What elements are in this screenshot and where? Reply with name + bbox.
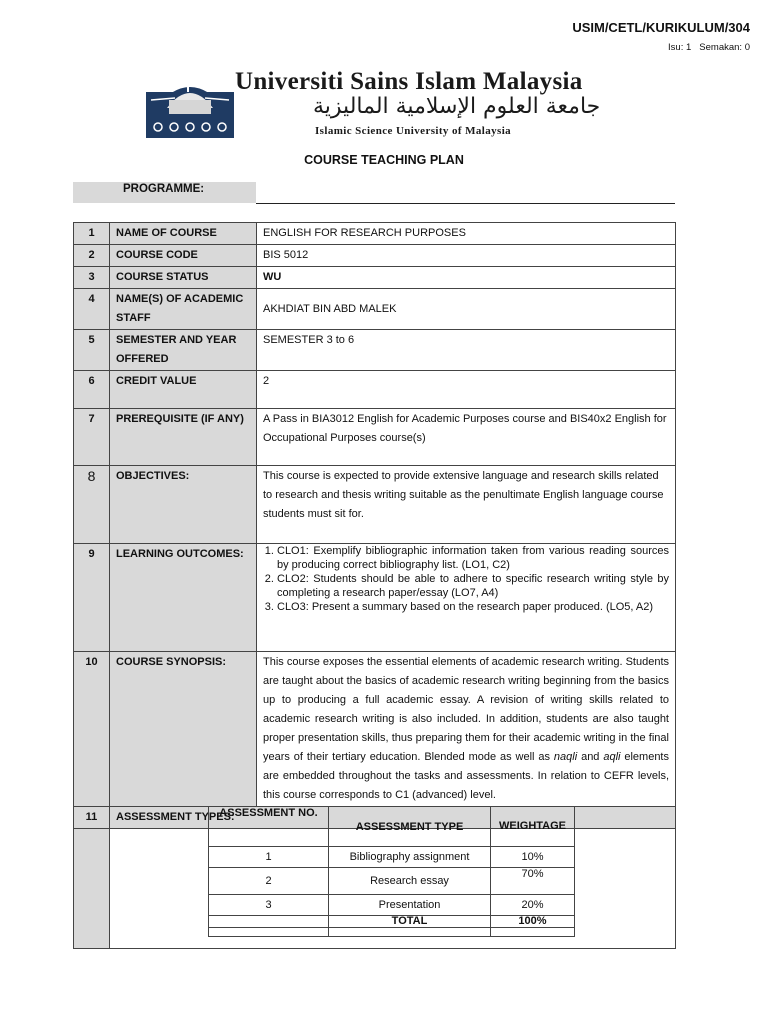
row-label: COURSE SYNOPSIS: bbox=[110, 652, 257, 807]
row-number: 8 bbox=[74, 466, 110, 544]
row-number: 9 bbox=[74, 544, 110, 652]
table-row bbox=[209, 916, 575, 928]
row-number: 4 bbox=[74, 289, 110, 330]
table-row bbox=[74, 289, 676, 330]
assessment-no: 2 bbox=[209, 868, 329, 895]
row-label: NAME(S) OF ACADEMIC STAFF bbox=[110, 289, 257, 330]
programme-label: PROGRAMME: bbox=[73, 182, 256, 203]
row-label: CREDIT VALUE bbox=[110, 371, 257, 409]
academic-staff-value: AKHDIAT BIN ABD MALEK bbox=[257, 289, 676, 330]
learning-outcomes-value bbox=[257, 544, 676, 652]
row-number: 2 bbox=[74, 245, 110, 267]
issue-revision bbox=[668, 42, 750, 53]
table-row bbox=[209, 807, 575, 847]
row-number-empty bbox=[74, 829, 110, 949]
assessment-type: Presentation bbox=[329, 895, 491, 916]
course-status-value: WU bbox=[257, 267, 676, 289]
list-item: 1. CLO1: Exemplify bibliographic information taken from various reading sources by producing correct bibliography list. (LO1, C2) bbox=[277, 544, 669, 572]
assessment-no: 3 bbox=[209, 895, 329, 916]
assessment-weight: 70% bbox=[491, 868, 575, 895]
table-row bbox=[74, 409, 676, 466]
table-row bbox=[74, 267, 676, 289]
row-label: ASSESSMENT TYPES: bbox=[110, 807, 676, 829]
row-number: 7 bbox=[74, 409, 110, 466]
list-item: 3. CLO3: Present a summary based on the research paper produced. (LO5, A2) bbox=[277, 600, 669, 614]
assessment-no-header: ASSESSMENT NO. bbox=[209, 807, 329, 847]
table-row bbox=[209, 847, 575, 868]
blank-cell bbox=[491, 928, 575, 937]
course-code-value: BIS 5012 bbox=[257, 245, 676, 267]
page-title: COURSE TEACHING PLAN bbox=[304, 153, 464, 167]
assessment-no: 1 bbox=[209, 847, 329, 868]
course-name-value: ENGLISH FOR RESEARCH PURPOSES bbox=[257, 223, 676, 245]
table-row bbox=[74, 652, 676, 807]
objectives-value: This course is expected to provide extensive language and research skills related to research and thesis writing suitable as the penultimate English language course students must sit for. bbox=[257, 466, 676, 544]
assessment-type: Research essay bbox=[329, 868, 491, 895]
assessment-type-header: ASSESSMENT TYPE bbox=[329, 807, 491, 847]
university-name-arabic: جامعة العلوم الإسلامية الماليزية bbox=[313, 94, 601, 119]
assessment-weight: 20% bbox=[491, 895, 575, 916]
table-row bbox=[74, 330, 676, 371]
synopsis-naqli: naqli bbox=[553, 751, 578, 763]
table-row bbox=[74, 371, 676, 409]
row-number: 11 bbox=[74, 807, 110, 829]
learning-outcomes-list bbox=[263, 544, 669, 614]
synopsis-value bbox=[257, 652, 676, 807]
table-row bbox=[209, 895, 575, 916]
synopsis-aqli: aqli bbox=[603, 751, 621, 763]
programme-value-line bbox=[256, 203, 675, 204]
university-name-malay: Universiti Sains Islam Malaysia bbox=[235, 68, 583, 95]
row-label: OBJECTIVES: bbox=[110, 466, 257, 544]
document-code: USIM/CETL/KURIKULUM/304 bbox=[572, 20, 750, 35]
row-label: LEARNING OUTCOMES: bbox=[110, 544, 257, 652]
assessment-types-table bbox=[208, 806, 575, 937]
revision-number: Semakan: 0 bbox=[699, 42, 750, 53]
table-row bbox=[209, 868, 575, 895]
synopsis-text: This course exposes the essential elements of academic research writing. Students are taught about the basics of academic research writing beginning from the basics up to producing a full academic essay. A revision of writing skills related to academic research writing is also included. In addition, students are also taught proper presentation skills, thus preparing them for their academic writing in the final years of their tertiary education. Blended mode as well as bbox=[263, 656, 669, 763]
row-number: 1 bbox=[74, 223, 110, 245]
row-number: 10 bbox=[74, 652, 110, 807]
row-number: 5 bbox=[74, 330, 110, 371]
row-label: PREREQUISITE (IF ANY) bbox=[110, 409, 257, 466]
total-label: TOTAL bbox=[329, 916, 491, 928]
weightage-header: WEIGHTAGE bbox=[491, 807, 575, 847]
synopsis-text: elements are embedded throughout the tasks and assessments. In relation to CEFR levels, this course corresponds to C1 (advanced) level. bbox=[263, 751, 669, 801]
prerequisite-value: A Pass in BIA3012 English for Academic Purposes course and BIS40x2 English for Occupational Purposes course(s) bbox=[257, 409, 676, 466]
total-weight: 100% bbox=[491, 916, 575, 928]
row-number: 6 bbox=[74, 371, 110, 409]
row-label: SEMESTER AND YEAR OFFERED bbox=[110, 330, 257, 371]
row-label: NAME OF COURSE bbox=[110, 223, 257, 245]
list-item: 2. CLO2: Students should be able to adhere to specific research writing style by completing a research paper/essay (LO7, A4) bbox=[277, 572, 669, 600]
issue-number: Isu: 1 bbox=[668, 42, 692, 53]
semester-value: SEMESTER 3 to 6 bbox=[257, 330, 676, 371]
assessment-type: Bibliography assignment bbox=[329, 847, 491, 868]
assessment-weight: 10% bbox=[491, 847, 575, 868]
total-empty bbox=[209, 916, 329, 928]
university-name-english: Islamic Science University of Malaysia bbox=[315, 125, 512, 137]
university-crest-icon bbox=[145, 70, 235, 138]
table-row bbox=[74, 544, 676, 652]
row-number: 3 bbox=[74, 267, 110, 289]
synopsis-text: and bbox=[577, 751, 604, 763]
credit-value: 2 bbox=[257, 371, 676, 409]
blank-cell bbox=[329, 928, 491, 937]
table-row bbox=[74, 466, 676, 544]
row-label: COURSE STATUS bbox=[110, 267, 257, 289]
row-label: COURSE CODE bbox=[110, 245, 257, 267]
university-logo bbox=[145, 70, 625, 140]
table-row bbox=[74, 223, 676, 245]
blank-cell bbox=[209, 928, 329, 937]
table-row bbox=[74, 245, 676, 267]
table-row bbox=[209, 928, 575, 937]
